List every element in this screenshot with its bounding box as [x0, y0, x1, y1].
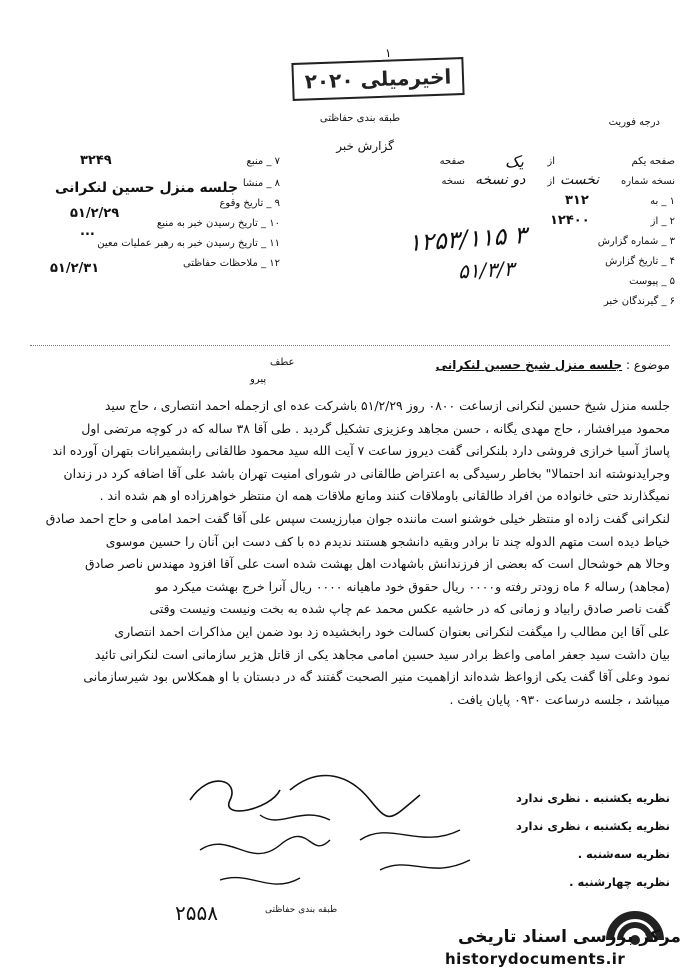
left-fields	[30, 150, 280, 280]
field-label: نسخه شماره	[621, 176, 675, 187]
field-text: صفحه	[439, 156, 465, 167]
body-line: خیاط دیده است متهم الدوله چند تا برادر وبقیه دانشجو هستند ندیدم ده با کف دست ابن آنان را حسین موسوی	[105, 533, 670, 549]
body-line: نمیگذارند حتی خانواده من افراد طالقانی باوملاقات کنند ومانع ملاقات همه ان منتظر خواهرزاده او هم شده اند .	[99, 488, 670, 504]
reference-label: عطف	[270, 357, 295, 368]
watermark-url: historydocuments.ir	[445, 950, 626, 968]
body-line: جلسه منزل شیخ حسین لنکرانی ازساعت ۰۸۰۰ روز ۵۱/۲/۲۹ باشرکت عده ای ازجمله احمد انتصاری ، حاج سید	[104, 398, 670, 413]
note-line: نظریه یکشنبه . نظری ندارد	[515, 791, 670, 805]
note-line: نظریه سه‌شنبه .	[577, 847, 670, 861]
note-line: نظریه چهارشنبه .	[569, 875, 670, 889]
body-line: پاساژ آسیا خرازی فروشی دارد بلنکرانی گفت دیروز ساعت ۷ آیت الله سید محمود طالقانی رابشمیرانات بتهران آورده اند	[52, 443, 670, 459]
body-line: لنکرانی گفت زاده او منتظر خیلی خوشنو است ماننده جوان مبارزیست سپس علی آقا گفت احمد امامی و حاج احمد صادق	[45, 510, 670, 526]
stamp-number: ۱	[385, 46, 392, 60]
followup-label: پیرو	[250, 374, 267, 385]
field-value-protective-notes: ۵۱/۲/۳۱	[50, 261, 100, 276]
subject-value: جلسه منزل شیخ حسین لنکرانی	[435, 358, 623, 372]
classification-label: طبقه بندی حفاظتی	[319, 113, 401, 124]
handwritten-mark: دو نسخه	[475, 172, 526, 188]
note-line: نظریه یکشنبه ، نظری ندارد	[515, 819, 670, 833]
field-value-source: ۳۲۴۹	[80, 153, 112, 168]
field-label: ۲ _ از	[650, 216, 675, 227]
document-number: ۲۵۵۸	[175, 901, 218, 925]
field-label: ۱۲ _ ملاحظات حفاظتی	[182, 258, 280, 269]
field-value-date-event: ۵۱/۲/۲۹	[70, 206, 120, 221]
field-label: ۵ _ پیوست	[629, 276, 675, 287]
body-line: میباشد ، جلسه درساعت ۰۹۳۰ پایان یافت .	[449, 691, 670, 707]
field-text: از	[547, 176, 555, 187]
field-label: ۴ _ تاریخ گزارش	[605, 256, 675, 267]
handwritten-mark: یک	[505, 152, 524, 171]
field-label: ۸ _ منشا	[242, 178, 280, 189]
body-line: علی آقا این مطالب را میگفت لنکرانی بعنوان کسالت خود رابخشیده زد بود ضمن این مذاکرات احمد انتصاری	[114, 623, 670, 639]
opinion-notes	[470, 784, 670, 896]
subject-label: موضوع :	[625, 358, 670, 372]
body-line: بیان داشت سید جعفر امامی واعظ برادر سید حسین امامی مجاهد یکی از قاتل هژیر سازمانی است لنکرانی تائید	[94, 646, 670, 662]
document-stamp: اخیرمیلی ۲۰۲۰	[291, 57, 464, 101]
field-value-to: ۳۱۲	[565, 193, 589, 208]
field-value-from: ۱۲۴۰۰	[550, 213, 590, 228]
field-label: ۷ _ منبع	[246, 156, 280, 167]
field-label: ۶ _ گیرندگان خبر	[603, 296, 675, 307]
field-text: از	[547, 156, 555, 167]
field-label: ۱۰ _ تاریخ رسیدن خبر به منبع	[156, 218, 280, 229]
body-line: (مجاهد) رساله ۶ ماه زودتر رفته و۰۰۰۰ ریال حقوق خود ماهیانه ۰۰۰۰ ریال آنرا خرج بهشت میکرد مو	[155, 578, 670, 594]
field-value-origin: جلسه منزل حسین لنکرانی	[55, 180, 239, 196]
field-value-date-received: ...	[80, 224, 95, 239]
subject-line	[400, 358, 670, 372]
handwritten-reference: ۱۲۵۳/۱۱۵ ۳	[407, 220, 528, 258]
handwritten-date: ۵۱/۳/۳	[457, 256, 516, 284]
report-type: گزارش خبر	[336, 139, 394, 153]
signature-scribbles	[160, 760, 490, 900]
field-label: ۹ _ تاریخ وقوع	[219, 198, 280, 209]
footer-classification: طبقه بندی حفاظتی	[265, 905, 338, 915]
body-line: وحالا هم خوشحال است که بعضی از فرزندانش باشهادت اهل بهشت شده است علی آقا افزود مهندس ناصر صادق	[85, 556, 670, 572]
handwritten-mark: نخست	[560, 172, 600, 188]
body-line: نمود وعلی آقا گفت یکی ازواعظ شده‌اند ازاهمیت منیر الصحبت گفتند گه در دبستان با او همکلاس بود شیرسازمانی	[83, 669, 670, 685]
body-line: گفت ناصر صادق رابیاد و زمانی که در حاشیه عکس محمد عم چاپ شده به بخت ونیست ونیست وقتی	[149, 601, 670, 617]
priority-label: درجه فوریت	[608, 117, 660, 128]
field-label: ۳ _ شماره گزارش	[597, 236, 675, 247]
field-label: ۱ _ به	[650, 196, 675, 207]
field-text: نسخه	[441, 176, 465, 187]
divider	[30, 345, 670, 346]
report-body	[40, 395, 670, 711]
body-line: وجرایدنوشته اند احتمالا" بخاطر رسیدگی به اعتراض طالقانی در شورای امنیت تهران باشد علی آقا اضافه کرد در زندان	[63, 465, 670, 481]
field-label: ۱۱ _ تاریخ رسیدن خبر به رهبر عملیات معین	[97, 238, 280, 249]
body-line: محمود میرافشار ، حاج مهدی یگانه ، حسن مجاهد وعزیزی تشکیل گردید . طی آقا ۳۸ ساله که در کوچه مرتضی اول	[81, 420, 670, 436]
field-label: صفحه یکم	[631, 156, 675, 167]
watermark-name: مرکز بررسی اسناد تاریخی	[458, 927, 681, 947]
